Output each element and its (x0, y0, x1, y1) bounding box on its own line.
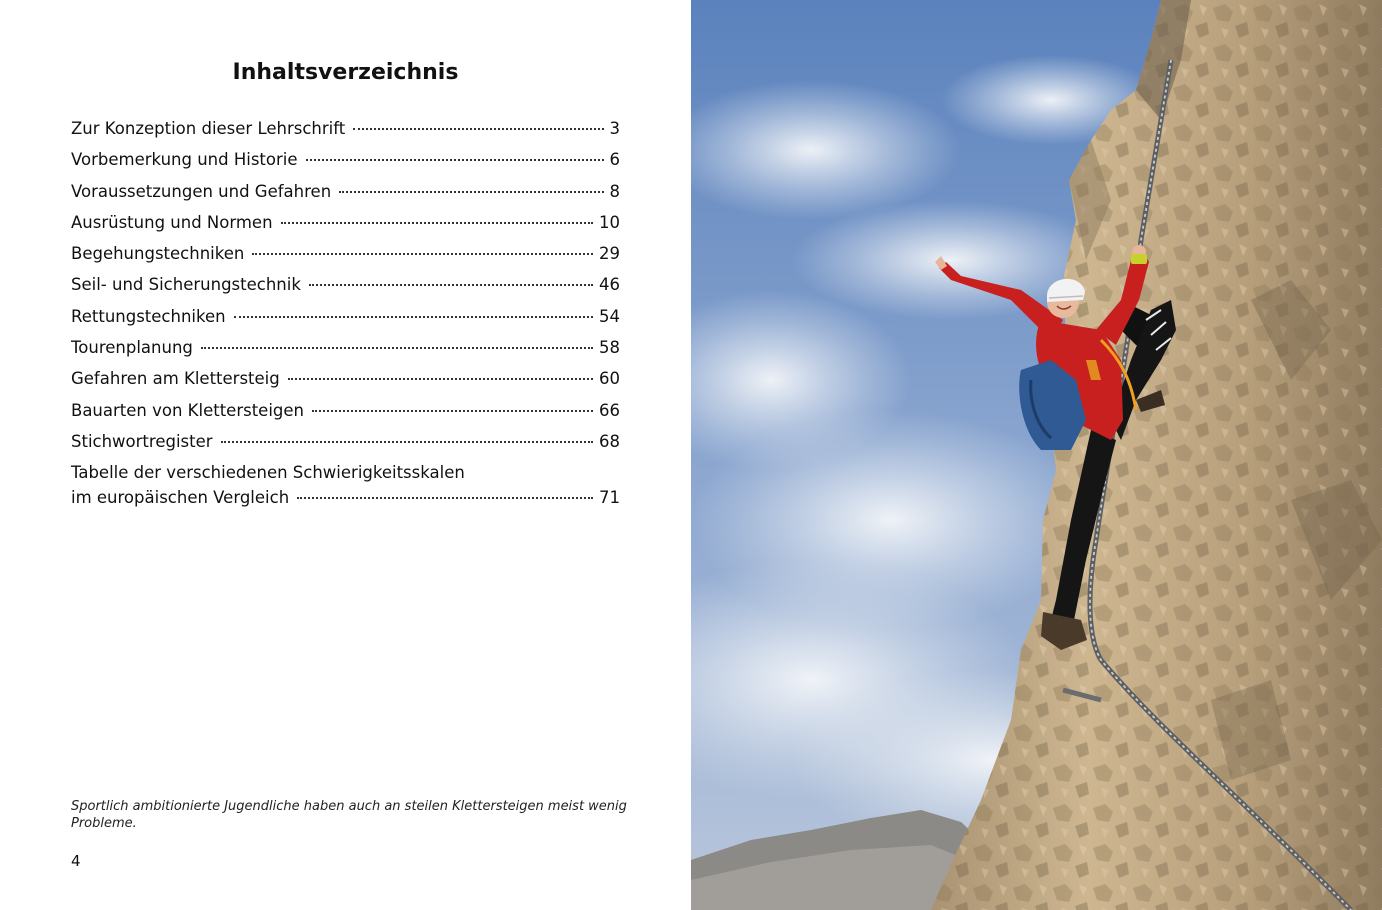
toc-entry-label: Vorbemerkung und Historie (71, 150, 298, 170)
toc-entry-label: Zur Konzeption dieser Lehrschrift (71, 119, 346, 138)
photo-caption: Sportlich ambitionierte Jugendliche haben auch an steilen Klettersteigen meist wenig Probleme. (71, 799, 627, 831)
toc-entry-page: 54 (599, 306, 620, 326)
toc-entry-line2 (71, 483, 620, 508)
climber-on-via-ferrata-photo (691, 0, 1382, 910)
toc-entry[interactable] (71, 427, 620, 458)
toc-entry-page: 10 (599, 212, 620, 232)
toc-entry-label-line2: im europäischen Vergleich (71, 488, 290, 508)
toc-list (71, 114, 620, 508)
toc-leader-dots (234, 298, 593, 318)
toc-entry-page: 60 (599, 369, 620, 389)
toc-entry-page: 68 (599, 431, 620, 451)
photo-panel (691, 0, 1382, 910)
toc-entry-page: 6 (609, 150, 620, 170)
toc-entry-label: Gefahren am Klettersteig (71, 369, 280, 389)
toc-entry-page: 3 (609, 119, 620, 138)
toc-title: Inhaltsverzeichnis (232, 60, 459, 85)
toc-leader-dots (306, 141, 604, 161)
toc-entry-label: Bauarten von Klettersteigen (71, 400, 304, 420)
toc-entry-page: 8 (609, 181, 620, 201)
toc-leader-dots (281, 204, 593, 224)
toc-leader-dots (339, 173, 603, 193)
toc-leader-dots (309, 266, 593, 286)
toc-entry-label: Rettungstechniken (71, 306, 226, 326)
toc-entry-page: 46 (599, 275, 620, 295)
toc-leader-dots (252, 235, 593, 255)
toc-leader-dots (353, 110, 603, 130)
toc-entry-label: Stichwortregister (71, 431, 213, 451)
toc-leader-dots (312, 392, 593, 412)
toc-entry-label-line1: Tabelle der verschiedenen Schwierigkeitsskalen (71, 463, 465, 483)
toc-leader-dots (221, 423, 593, 443)
toc-entry-page: 29 (599, 244, 620, 264)
page-number: 4 (71, 852, 81, 870)
toc-entry-label: Voraussetzungen und Gefahren (71, 181, 332, 201)
toc-entry-page: 58 (599, 338, 620, 358)
toc-entry-page: 71 (599, 488, 620, 508)
toc-entry-label: Ausrüstung und Normen (71, 212, 273, 232)
toc-leader-dots (297, 479, 593, 499)
toc-entry-label: Tourenplanung (71, 338, 193, 358)
toc-entry-label: Seil- und Sicherungstechnik (71, 275, 301, 295)
toc-leader-dots (201, 329, 593, 349)
toc-entry[interactable] (71, 458, 620, 508)
toc-entry-page: 66 (599, 400, 620, 420)
toc-leader-dots (288, 360, 593, 380)
toc-entry-label: Begehungstechniken (71, 244, 245, 264)
